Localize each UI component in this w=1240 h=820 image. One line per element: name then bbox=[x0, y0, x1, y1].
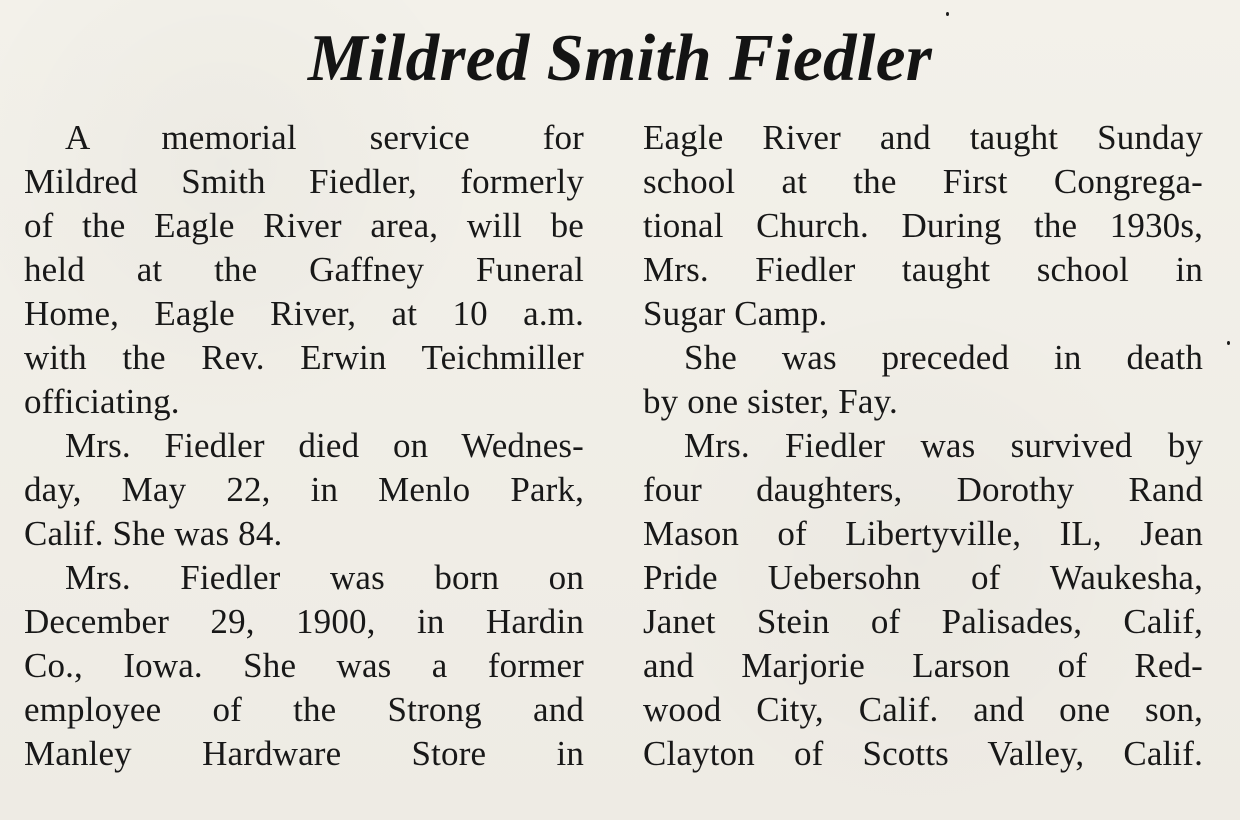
right-line-15: Clayton of Scotts Valley, Calif. bbox=[643, 734, 1203, 773]
left-line-1: A memorial service for bbox=[65, 118, 584, 157]
right-column bbox=[643, 116, 1203, 776]
left-line-12: December 29, 1900, in Hardin bbox=[24, 602, 584, 641]
left-line-2: Mildred Smith Fiedler, formerly bbox=[24, 162, 584, 201]
right-line-12: Janet Stein of Palisades, Calif, bbox=[643, 602, 1203, 641]
left-line-14: employee of the Strong and bbox=[24, 690, 584, 729]
right-line-13: and Marjorie Larson of Red- bbox=[643, 646, 1203, 685]
left-line-3: of the Eagle River area, will be bbox=[24, 206, 584, 245]
left-line-4: held at the Gaffney Funeral bbox=[24, 250, 584, 289]
right-line-11: Pride Uebersohn of Waukesha, bbox=[643, 558, 1203, 597]
right-line-5: Sugar Camp. bbox=[643, 294, 828, 333]
left-line-9: day, May 22, in Menlo Park, bbox=[24, 470, 584, 509]
right-line-4: Mrs. Fiedler taught school in bbox=[643, 250, 1203, 289]
left-line-7: officiating. bbox=[24, 382, 180, 421]
obituary-title: Mildred Smith Fiedler bbox=[307, 21, 933, 95]
right-line-14: wood City, Calif. and one son, bbox=[643, 690, 1203, 729]
right-line-9: four daughters, Dorothy Rand bbox=[643, 470, 1203, 509]
left-line-5: Home, Eagle River, at 10 a.m. bbox=[24, 294, 584, 333]
right-line-3: tional Church. During the 1930s, bbox=[643, 206, 1203, 245]
ink-speck bbox=[1227, 341, 1230, 345]
left-line-15: Manley Hardware Store in bbox=[24, 734, 584, 773]
ink-speck bbox=[946, 12, 949, 16]
left-line-11: Mrs. Fiedler was born on bbox=[65, 558, 584, 597]
left-line-13: Co., Iowa. She was a former bbox=[24, 646, 584, 685]
right-line-6: She was preceded in death bbox=[684, 338, 1203, 377]
left-line-10: Calif. She was 84. bbox=[24, 514, 283, 553]
right-line-8: Mrs. Fiedler was survived by bbox=[684, 426, 1203, 465]
right-line-7: by one sister, Fay. bbox=[643, 382, 898, 421]
right-line-10: Mason of Libertyville, IL, Jean bbox=[643, 514, 1203, 553]
left-line-8: Mrs. Fiedler died on Wednes- bbox=[65, 426, 584, 465]
right-line-1: Eagle River and taught Sunday bbox=[643, 118, 1203, 157]
right-line-2: school at the First Congrega- bbox=[643, 162, 1203, 201]
left-line-6: with the Rev. Erwin Teichmiller bbox=[24, 338, 584, 377]
left-column bbox=[24, 116, 584, 776]
